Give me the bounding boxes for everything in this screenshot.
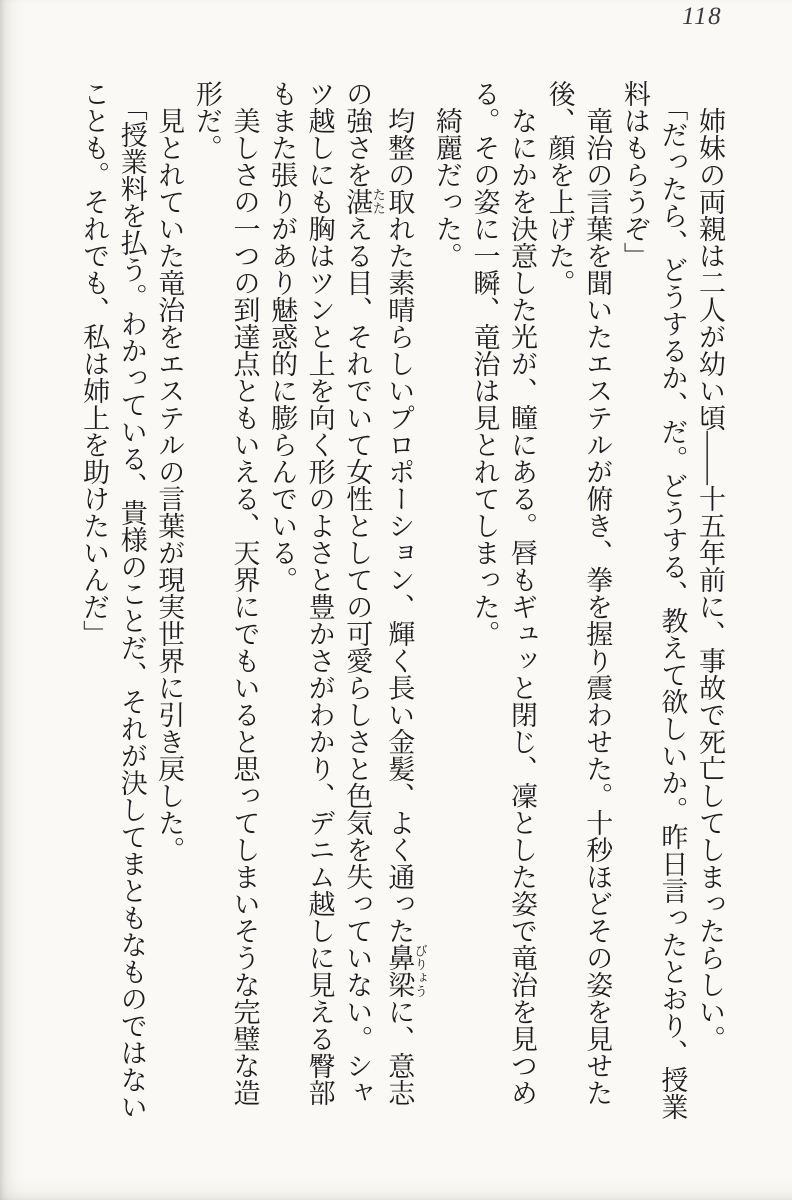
ruby-annotated-word: 鼻梁びりょう <box>384 944 428 998</box>
furigana: びりょう <box>412 944 428 998</box>
paragraph-1: 姉妹の両親は二人が幼い頃――十五年前に、事故で死亡してしまったらしい。 <box>695 107 725 1052</box>
page-number: 118 <box>682 3 723 30</box>
novel-text-body <box>64 80 728 1124</box>
paragraph-5: 綺麗だった。 <box>431 107 462 269</box>
paragraph-4: なにかを決意した光が、瞳にある。唇もギュッと閉じ、凜とした姿で竜治を見つめる。その姿に一瞬、竜治は見とれてしまった。 <box>469 80 538 1106</box>
furigana: たた <box>370 188 386 215</box>
paragraph-7: 美しさの一つの到達点ともいえる、天界にでもいると思ってしまいそうな完璧な造形だ。 <box>191 80 260 1106</box>
paragraph-3: 竜治の言葉を聞いたエステルが俯き、拳を握り震わせた。十秒ほどその姿を見せた後、顔を上げた。 <box>544 80 613 1106</box>
paragraph-9: 「授業料を払う。わかっている、貴様のことだ、それが決してまともなものではないことも。それでも、私は姉上を助けたいんだ」 <box>79 80 147 1120</box>
ruby-annotated-word: 湛たた <box>342 188 386 215</box>
paragraph-2: 「だったら、どうするか、だ。どうする、教えて欲しいか。昨日言ったとおり、授業料はもらうぞ」 <box>619 80 688 1120</box>
paragraph-6: 均整の取れた素晴らしいプロポーション、輝く長い金髪、よく通った鼻梁びりょうに、意志の強さを湛たたえる目、それでいて女性としての可愛らしさと色気を失っていない。シャツ越しにも胸はツンと上を向く形のよさと豊かさがわかり、デニム越しに見える臀部もまた張りがあり魅惑的に膨らんでいる。 <box>267 80 428 1106</box>
paragraph-8: 見とれていた竜治をエステルの言葉が現実世界に引き戻した。 <box>154 107 185 863</box>
